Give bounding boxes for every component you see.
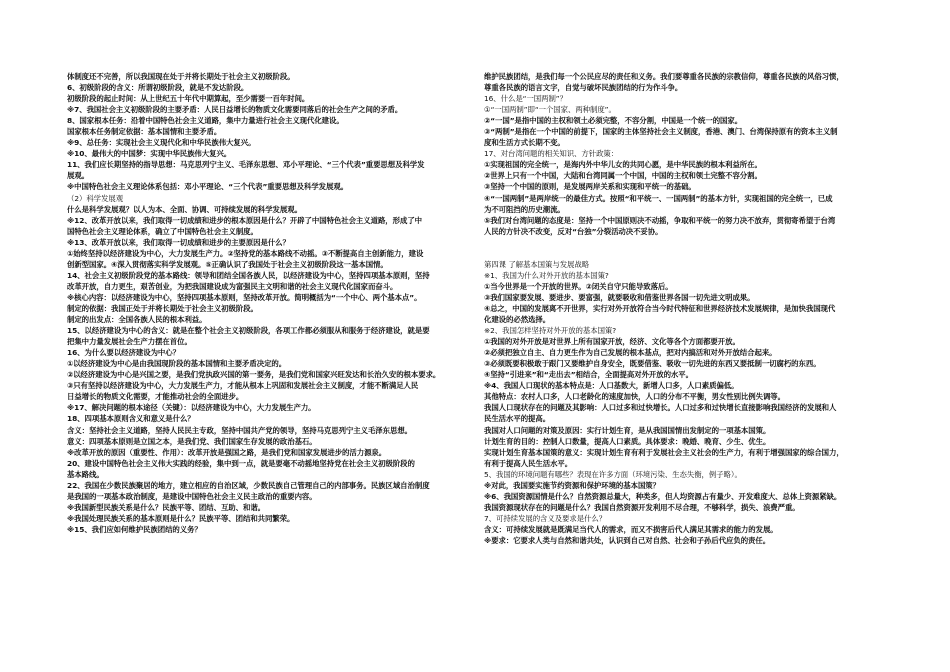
left-text-line: ※我国新型民族关系是什么？民族平等、团结、互助、和谐。 bbox=[67, 502, 265, 512]
right-text-line: ①我国的对外开放是对世界上所有国家开放，经济、文化等各个方面都要开放。 bbox=[484, 337, 740, 347]
right-text-line: 人民的方针决不改变，反对“台独”分裂活动决不妥协。 bbox=[484, 226, 663, 236]
left-text-line: 把集中力量发展社会生产力摆在首位。 bbox=[67, 337, 192, 347]
left-text-line: 是我国的一项基本政治制度，是建设中国特色社会主义民主政治的重要内容。 bbox=[67, 491, 317, 501]
right-text-line: 5、我国的环境问题有哪些？表现在许多方面（环境污染、生态失衡，例子略）。 bbox=[484, 469, 742, 479]
right-text-line: 17、对台湾问题的相关知识、方针政策： bbox=[484, 149, 619, 159]
left-text-line: ※中国特色社会主义理论体系包括：邓小平理论、“三个代表”重要思想及科学发展观。 bbox=[67, 182, 349, 192]
right-text-line: 我国对人口问题的对策及原因：实行计划生育，是从我国国情出发制定的一项基本国策。 bbox=[484, 425, 771, 435]
right-text-line: 16、什么是“一国两制”？ bbox=[484, 94, 567, 104]
left-text-line: 展观。 bbox=[67, 171, 90, 181]
right-text-line: 我国人口现状存在的问题及其影响：人口过多和过快增长。人口过多和过快增长直接影响我国经济的发展和人 bbox=[484, 403, 837, 413]
left-text-line: ※13、改革开放以来，我们取得一切成绩和进步的主要原因是什么？ bbox=[67, 237, 290, 247]
right-text-line: ①实现祖国的完全统一，是海内外中华儿女的共同心愿，是中华民族的根本利益所在。 bbox=[484, 160, 762, 170]
right-text-line: ④总之，中国的发展离不开世界，实行对外开放符合当今时代特征和世界经济技术发展规律，是加快我国现代 bbox=[484, 303, 836, 313]
left-text-line: ※12、改革开放以来，我们取得一切成绩和进步的根本原因是什么？开辟了中国特色社会主义道路，形成了中 bbox=[67, 215, 422, 225]
left-text-line: 创新型国家。④深入贯彻落实科学发展观。⑤正确认识了我国处于社会主义初级阶段这一基本国情。 bbox=[67, 259, 388, 269]
left-text-line: 15、以经济建设为中心的含义：就是在整个社会主义初级阶段，各项工作都必须服从和服务于经济建设，就是要 bbox=[67, 326, 430, 336]
left-text-line: 国特色社会主义理论体系，确立了中国特色社会主义制度。 bbox=[67, 226, 258, 236]
left-text-line: 基本路线。 bbox=[67, 469, 104, 479]
right-text-line: ※对此，我国要实施节约资源和保护环境的基本国策？ bbox=[484, 480, 660, 490]
left-text-line: 什么是科学发展观？以人为本、全面、协调、可持续发展的科学发展观。 bbox=[67, 204, 302, 214]
right-text-line: ※6、我国资源国情是什么？自然资源总量大，种类多，但人均资源占有量少、开发难度大、总体上资源紧缺。 bbox=[484, 491, 842, 501]
right-text-line: ②“一国”是指中国的主权和领土必须完整，不容分割，中国是一个统一的国家。 bbox=[484, 116, 743, 126]
left-text-line: ※10、最伟大的中国梦：实现中华民族伟大复兴。 bbox=[67, 149, 232, 159]
left-text-line: 8、国家根本任务：沿着中国特色社会主义道路，集中力量进行社会主义现代化建设。 bbox=[67, 116, 344, 126]
right-text-line: 计划生育的目的：控制人口数量，提高人口素质。具体要求：晚婚、晚育、少生、优生。 bbox=[484, 436, 771, 446]
right-text-line: 维护民族团结，是我们每一个公民应尽的责任和义务。我们要尊重各民族的宗教信仰，尊重各民族的风俗习惯， bbox=[484, 72, 844, 81]
right-text-line: 有利于提高人民生活水平。 bbox=[484, 458, 573, 468]
right-text-line: 含义：可持续发展就是既满足当代人的需求，而又不损害后代人满足其需求的能力的发展。 bbox=[484, 524, 778, 534]
right-text-line: 为不可阻挡的历史潮流。 bbox=[484, 204, 565, 214]
left-text-line: 意义：四项基本原则是立国之本，是我们党、我们国家生存发展的政治基石。 bbox=[67, 436, 317, 446]
right-text-line: 化建设的必然选择。 bbox=[484, 315, 551, 325]
right-text-line bbox=[484, 237, 888, 248]
left-text-line: 20、建设中国特色社会主义伟大实践的经验，集中到一点，就是要毫不动摇地坚持党在社会主义初级阶段的 bbox=[67, 458, 415, 468]
right-text-line: ①当今世界是一个开放的世界。②闭关自守只能导致落后。 bbox=[484, 281, 673, 291]
left-text-line: 含义：坚持社会主义道路，坚持人民民主专政，坚持中国共产党的领导，坚持马克思列宁主义毛泽东思想。 bbox=[67, 425, 413, 435]
left-text-line: 22、我国在少数民族聚居的地方，建立相应的自治区域，少数民族自己管理自己的内部事务。民族区域自治制度 bbox=[67, 480, 430, 490]
right-text-line: ※2、我国怎样坚持对外开放的基本国策? bbox=[484, 326, 617, 336]
left-text-line: ※核心内容：以经济建设为中心，坚持四项基本原则，坚持改革开放。简明概括为“一个中心、两个基本点”。 bbox=[67, 292, 422, 302]
right-text-line: ④“一国两制”是两岸统一的最佳方式。按照“和平统一、一国两制”的基本方针，实现祖国的完全统一，已成 bbox=[484, 193, 833, 203]
left-text-line: （2）科学发展观 bbox=[67, 193, 124, 203]
right-column bbox=[484, 71, 888, 546]
left-text-line: 6、初级阶段的含义：所谓初级阶段，就是不发达阶段。 bbox=[67, 83, 249, 93]
right-text-line: 第四课 了解基本国策与发展战略 bbox=[484, 259, 590, 269]
left-text-line: 制定的依据：我国正处于并将长期处于社会主义初级阶段。 bbox=[67, 303, 258, 313]
left-text-line: ※7、我国社会主义初级阶段的主要矛盾：人民日益增长的物质文化需要同落后的社会生产之间的矛盾。 bbox=[67, 105, 403, 115]
left-text-line: ※9、总任务：实现社会主义现代化和中华民族伟大复兴。 bbox=[67, 138, 256, 148]
right-text-line: ①“一国两制”即“一个国家、两种制度”。 bbox=[484, 105, 616, 115]
right-text-line: ③坚持一个中国的原则，是发展两岸关系和实现和平统一的基础。 bbox=[484, 182, 696, 192]
left-text-line: 体制度还不完善，所以我国现在处于并将长期处于社会主义初级阶段。 bbox=[67, 72, 295, 81]
right-text-line: 我国资源现状存在的问题是什么？我国自然资源开发利用不尽合理，不够科学，损失、浪费严重。 bbox=[484, 502, 800, 512]
left-column bbox=[67, 71, 471, 535]
left-text-line: 14、社会主义初级阶段党的基本路线：领导和团结全国各族人民，以经济建设为中心，坚持四项基本原则，坚持 bbox=[67, 270, 430, 280]
left-text-line: 日益增长的物质文化需要，才能推动社会的全面进步。 bbox=[67, 392, 244, 402]
right-text-line: ④坚持“引进来”和“走出去”相结合，全面提高对外开放的水平。 bbox=[484, 370, 693, 380]
left-text-line: 国家根本任务制定依据：基本国情和主要矛盾。 bbox=[67, 127, 222, 137]
right-text-line: ※1、我国为什么对外开放的基本国策? bbox=[484, 270, 609, 280]
left-text-line: ※15、我们应如何维护民族团结的义务？ bbox=[67, 524, 202, 534]
right-text-line: ②世界上只有一个中国，大陆和台湾同属一个中国，中国的主权和领土完整不容分割。 bbox=[484, 171, 762, 181]
right-text-line: ※4、我国人口现状的基本特点是：人口基数大，新增人口多，人口素质偏低。 bbox=[484, 381, 739, 391]
left-text-line: 18、四项基本原则含义和意义是什么？ bbox=[67, 414, 195, 424]
left-text-line: ③只有坚持以经济建设为中心，大力发展生产力，才能从根本上巩固和发展社会主义制度，才能不断满足人民 bbox=[67, 381, 419, 391]
right-text-line bbox=[484, 248, 888, 259]
right-text-line: 其他特点：农村人口多，人口老龄化的速度加快，人口的分布不平衡，男女性别比例失调等。 bbox=[484, 392, 785, 402]
right-text-line: ③“两制”是指在一个中国的前提下，国家的主体坚持社会主义制度，香港、澳门、台湾保持原有的资本主义制 bbox=[484, 127, 838, 137]
left-text-line: 11、我们应长期坚持的指导思想：马克思列宁主义、毛泽东思想、邓小平理论、“三个代表”重要思想及科学发 bbox=[67, 160, 425, 170]
right-text-line: 民生活水平的提高。 bbox=[484, 414, 551, 424]
left-text-line: ①以经济建设为中心是由我国现阶段的基本国情和主要矛盾决定的。 bbox=[67, 359, 287, 369]
left-text-line: 初级阶段的起止时间：从上世纪五十年代中期算起，至少需要一百年时间。 bbox=[67, 94, 310, 104]
left-text-line: ※我国处理民族关系的基本原则是什么？民族平等、团结和共同繁荣。 bbox=[67, 513, 295, 523]
right-text-line: 度和生活方式长期不变。 bbox=[484, 138, 565, 148]
right-text-line: 7、可持续发展的含义及要求是什么？ bbox=[484, 513, 607, 523]
right-text-line: ③我们国家要发展、要进步、要富强，就要吸收和借鉴世界各国一切先进文明成果。 bbox=[484, 292, 755, 302]
right-text-line: ②必须把独立自主、自力更生作为自己发展的根本基点，把对内搞活和对外开放结合起来。 bbox=[484, 348, 777, 358]
right-text-line: 实现计划生育基本国策的意义：实现计划生育有利于发展社会主义社会的生产力，有利于增强国家的综合国力， bbox=[484, 447, 844, 457]
right-text-line: ③必须既要积极敢于跟门又要维护自身安全，既要借鉴、吸收一切先进的东西又要抵制一切腐朽的东西。 bbox=[484, 359, 821, 369]
left-text-line: ②以经济建设为中心是兴国之要，是我们党执政兴国的第一要务，是我们党和国家兴旺发达和长治久安的根本要求。 bbox=[67, 370, 441, 380]
right-text-line: ⑤我们对台湾问题的态度是：坚持一个中国原则决不动摇，争取和平统一的努力决不放弃，贯彻寄希望于台湾 bbox=[484, 215, 836, 225]
right-text-line: ※要求：它要求人类与自然和谐共处，认识到自己对自然、社会和子孙后代应负的责任。 bbox=[484, 535, 771, 545]
right-text-line: 尊重各民族的语言文字，自觉与破坏民族团结的行为作斗争。 bbox=[484, 83, 683, 93]
left-text-line: 16、为什么要以经济建设为中心？ bbox=[67, 348, 180, 358]
left-text-line: 制定的出发点：全国各族人民的根本利益。 bbox=[67, 315, 207, 325]
left-text-line: 改革开放，自力更生，艰苦创业，为把我国建设成为富强民主文明和谐的社会主义现代化国家而奋斗。 bbox=[67, 281, 398, 291]
left-text-line: ※改革开放的原因（重要性、作用）：改革开放是强国之路，是我们党和国家发展进步的活力源泉。 bbox=[67, 447, 387, 457]
left-text-line: ※17、解决问题的根本途径（关键）：以经济建设为中心，大力发展生产力。 bbox=[67, 403, 316, 413]
left-text-line: ①始终坚持以经济建设为中心，大力发展生产力。②坚持党的基本路线不动摇。③不断提高自主创新能力，建设 bbox=[67, 248, 424, 258]
